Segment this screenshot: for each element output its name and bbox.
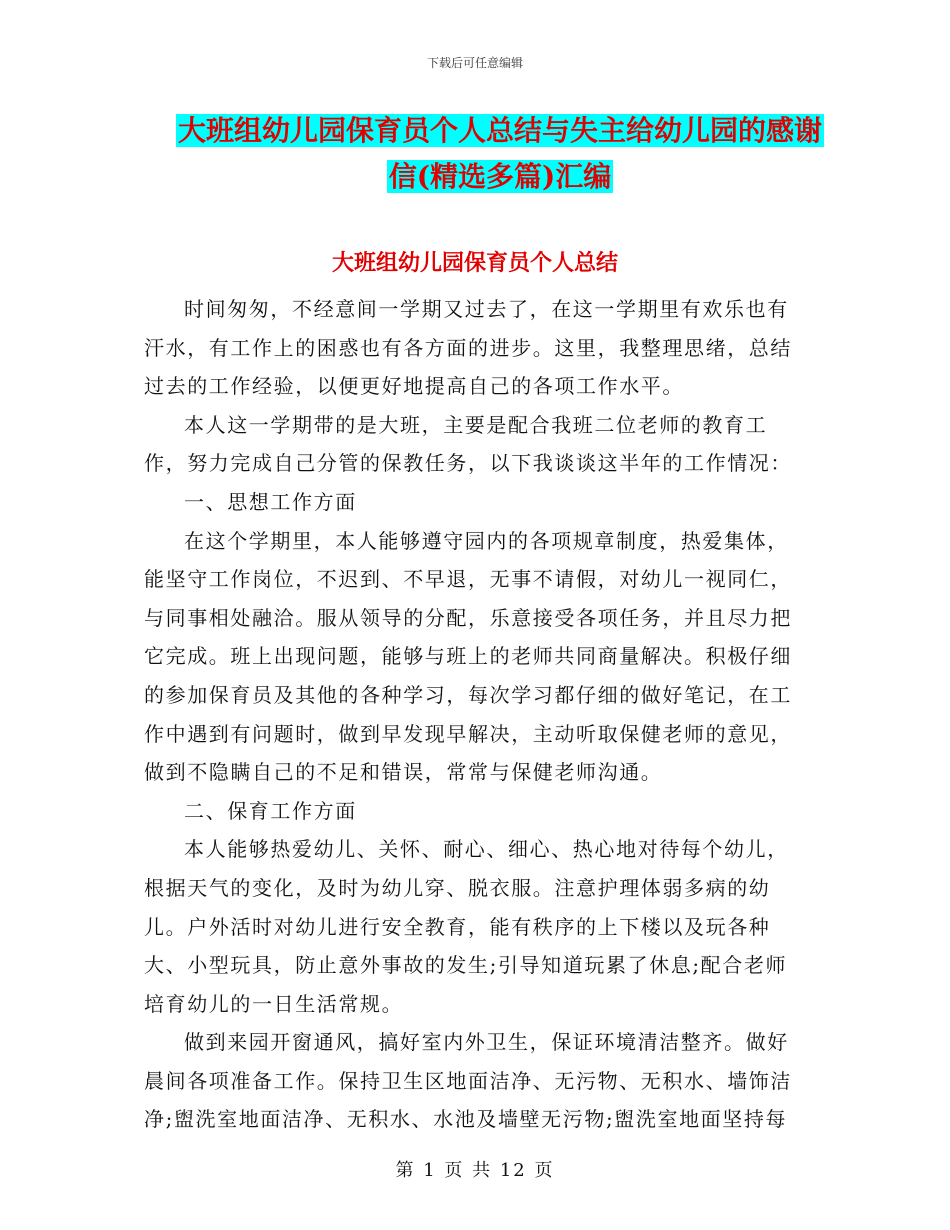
document-title bbox=[140, 108, 860, 200]
document-title-line-2: 信(精选多篇)汇编 bbox=[388, 160, 612, 193]
page-footer: 第 1 页 共 12 页 bbox=[395, 1160, 555, 1181]
document-title-line-1: 大班组幼儿园保育员个人总结与失主给幼儿园的感谢 bbox=[177, 114, 822, 147]
paragraph: 本人这一学期带的是大班，主要是配合我班二位老师的教育工作，努力完成自己分管的保教任务，以下我谈谈这半年的工作情况： bbox=[144, 412, 792, 476]
paragraph: 做到来园开窗通风，搞好室内外卫生，保证环境清洁整齐。做好晨间各项准备工作。保持卫生区地面洁净、无污物、无积水、墙饰洁净;盥洗室地面洁净、无积水、水池及墙壁无污物;盥洗室地面坚持每 bbox=[144, 1030, 792, 1132]
subheading: 一、思想工作方面 bbox=[184, 489, 357, 514]
paragraph: 在这个学期里，本人能够遵守园内的各项规章制度，热爱集体，能坚守工作岗位，不迟到、不早退，无事不请假，对幼儿一视同仁，与同事相处融洽。服从领导的分配，乐意接受各项任务，并且尽力把它完成。班上出现问题，能够与班上的老师共同商量解决。积极仔细的参加保育员及其他的各种学习，每次学习都仔细的做好笔记，在工作中遇到有问题时，做到早发现早解决，主动听取保健老师的意见，做到不隐瞒自己的不足和错误，常常与保健老师沟通。 bbox=[144, 528, 792, 785]
subheading: 二、保育工作方面 bbox=[184, 798, 357, 823]
header-note: 下载后可任意编辑 bbox=[426, 56, 523, 70]
paragraph: 时间匆匆，不经意间一学期又过去了，在这一学期里有欢乐也有汗水，有工作上的困惑也有各方面的进步。这里，我整理思绪，总结过去的工作经验，以便更好地提高自己的各项工作水平。 bbox=[144, 297, 792, 399]
paragraph: 本人能够热爱幼儿、关怀、耐心、细心、热心地对待每个幼儿，根据天气的变化，及时为幼儿穿、脱衣服。注意护理体弱多病的幼儿。户外活时对幼儿进行安全教育，能有秩序的上下楼以及玩各种大、小型玩具，防止意外事故的发生;引导知道玩累了休息;配合老师培育幼儿的一日生活常规。 bbox=[144, 837, 789, 1016]
document-body bbox=[144, 290, 806, 1139]
section-title: 大班组幼儿园保育员个人总结 bbox=[331, 250, 618, 276]
